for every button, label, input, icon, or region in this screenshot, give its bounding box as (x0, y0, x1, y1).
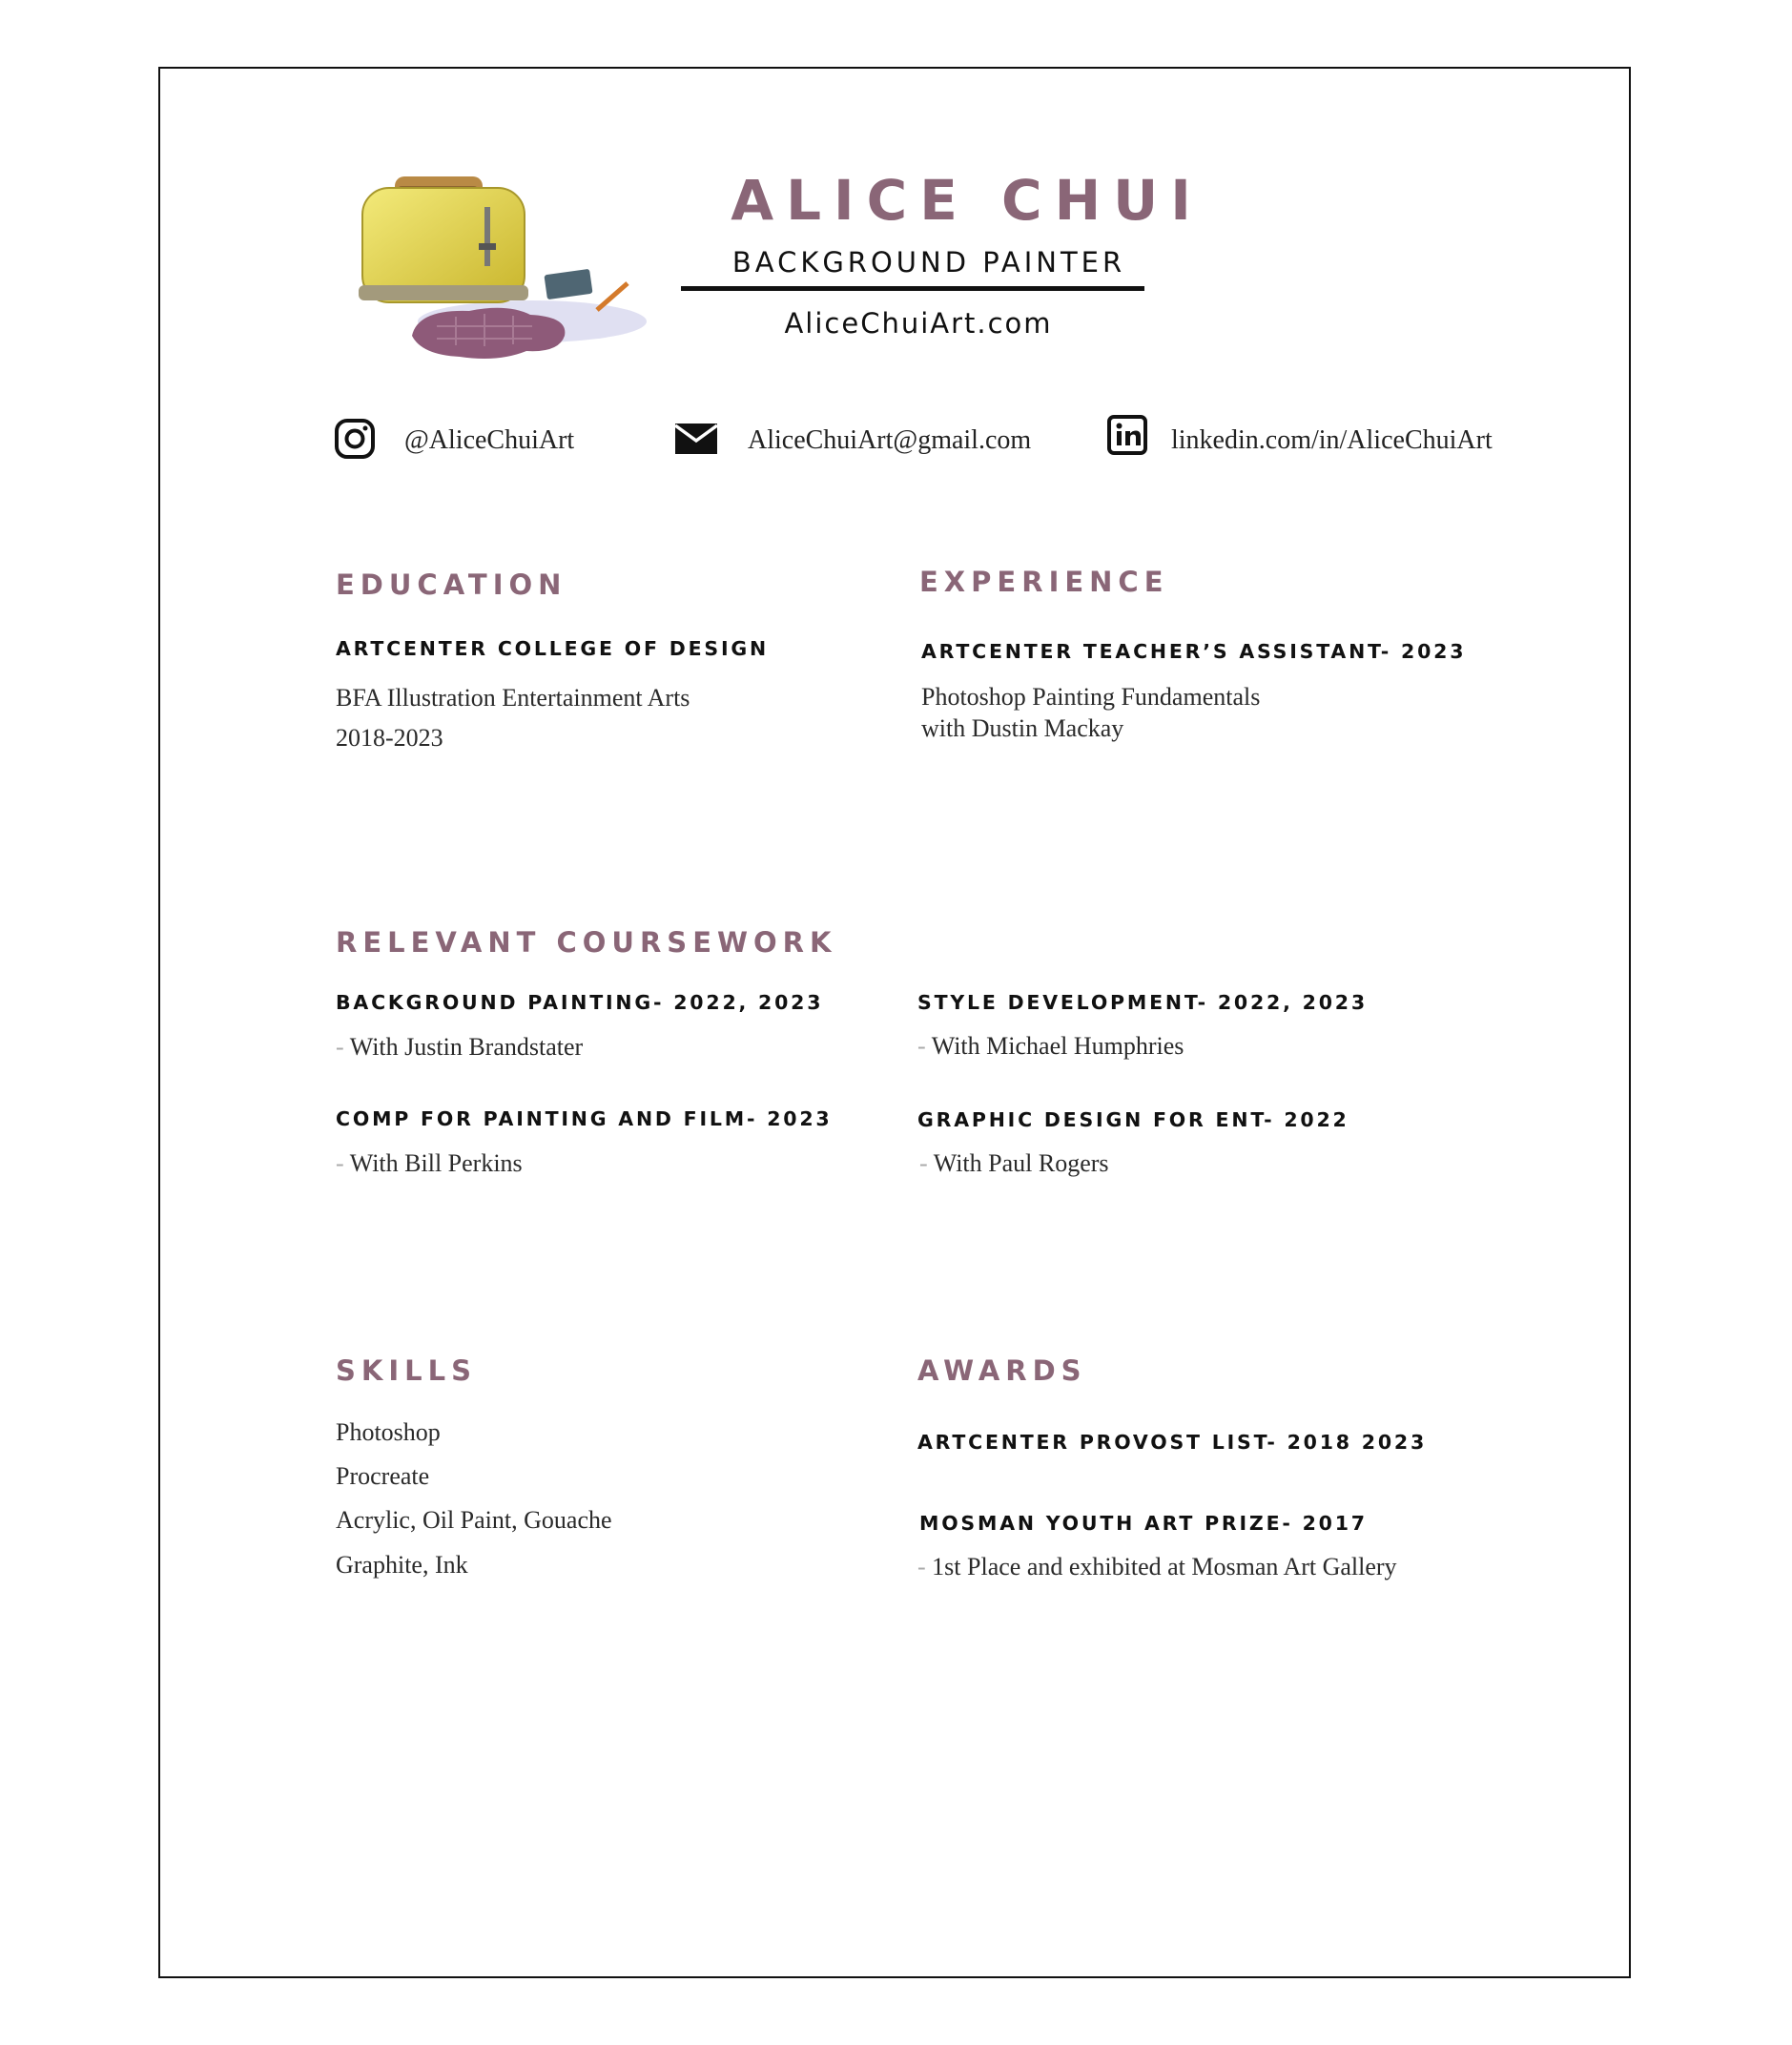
instagram-icon (334, 418, 376, 460)
award-detail: - 1st Place and exhibited at Mosman Art Gallery (917, 1553, 1397, 1580)
education-years: 2018-2023 (336, 724, 443, 752)
award-title: ARTCENTER PROVOST LIST- 2018 2023 (917, 1431, 1428, 1454)
course-detail: - With Justin Brandstater (336, 1033, 584, 1061)
coursework-heading: RELEVANT COURSEWORK (336, 926, 837, 959)
course-detail: - With Michael Humphries (917, 1032, 1184, 1060)
education-heading: EDUCATION (336, 568, 567, 601)
skill-item: Procreate (336, 1462, 430, 1490)
course-title: STYLE DEVELOPMENT- 2022, 2023 (917, 991, 1368, 1014)
experience-line-1: Photoshop Painting Fundamentals (921, 683, 1261, 711)
education-school: ARTCENTER COLLEGE OF DESIGN (336, 637, 769, 660)
awards-heading: AWARDS (917, 1354, 1087, 1387)
title-underline (681, 286, 1144, 291)
skill-item: Acrylic, Oil Paint, Gouache (336, 1506, 612, 1534)
course-detail: - With Bill Perkins (336, 1149, 523, 1177)
award-title: MOSMAN YOUTH ART PRIZE- 2017 (919, 1512, 1368, 1535)
skills-heading: SKILLS (336, 1354, 477, 1387)
education-degree: BFA Illustration Entertainment Arts (336, 684, 690, 712)
resume-page (158, 67, 1631, 1978)
experience-title: ARTCENTER TEACHER’S ASSISTANT- 2023 (921, 640, 1467, 663)
instagram-handle[interactable]: @AliceChuiArt (404, 425, 575, 455)
mail-icon (673, 420, 719, 458)
course-title: GRAPHIC DESIGN FOR ENT- 2022 (917, 1108, 1349, 1131)
email-address[interactable]: AliceChuiArt@gmail.com (748, 425, 1032, 455)
linkedin-url[interactable]: linkedin.com/in/AliceChuiArt (1171, 425, 1493, 455)
course-title: BACKGROUND PAINTING- 2022, 2023 (336, 991, 824, 1014)
website-link[interactable]: AliceChuiArt.com (784, 307, 1053, 340)
experience-heading: EXPERIENCE (919, 566, 1169, 598)
skill-item: Photoshop (336, 1418, 441, 1446)
skill-item: Graphite, Ink (336, 1551, 468, 1579)
course-detail: - With Paul Rogers (919, 1149, 1109, 1177)
experience-line-2: with Dustin Mackay (921, 714, 1124, 742)
course-title: COMP FOR PAINTING AND FILM- 2023 (336, 1107, 833, 1130)
applicant-name: ALICE CHUI (731, 168, 1204, 233)
job-title: BACKGROUND PAINTER (731, 246, 1126, 279)
toaster-illustration (341, 159, 647, 379)
linkedin-icon (1106, 414, 1148, 456)
